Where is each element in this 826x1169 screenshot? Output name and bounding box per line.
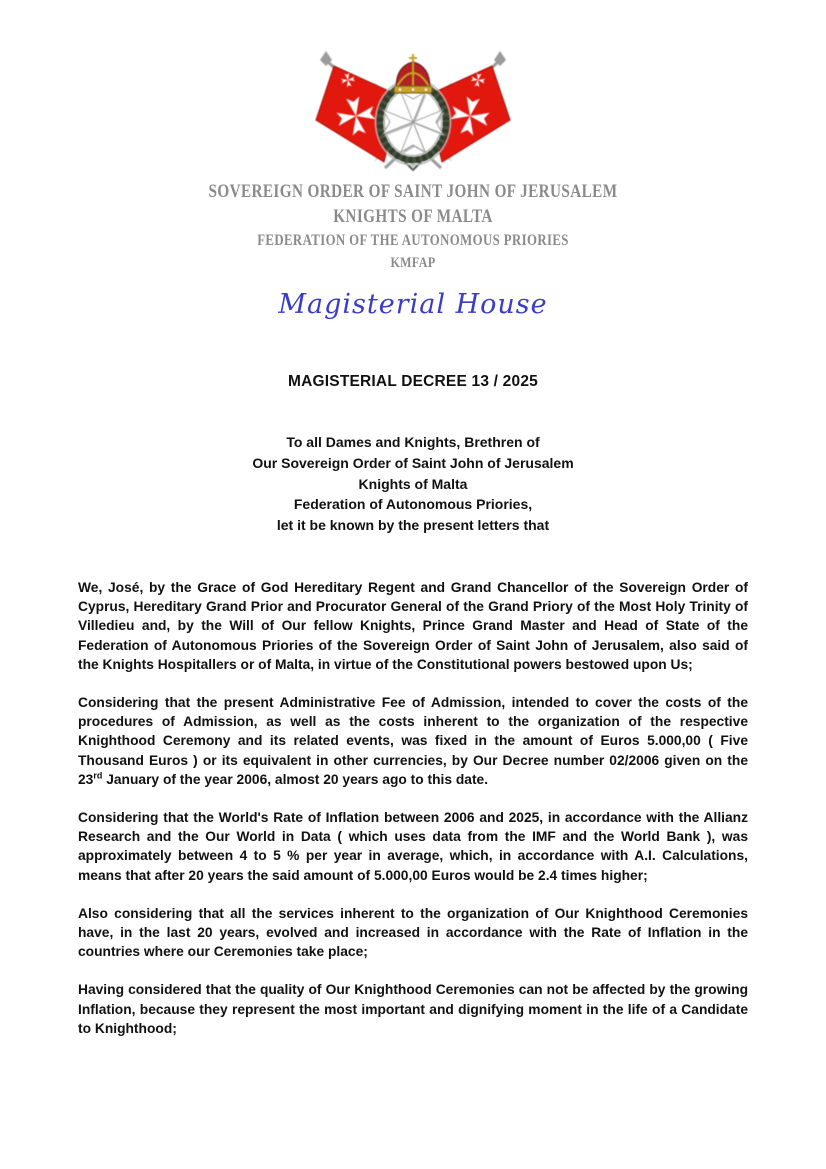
ordinal-superscript: rd [93,770,103,781]
order-crest-logo [296,50,531,172]
address-line: Our Sovereign Order of Saint John of Jerusalem [252,454,574,471]
address-block [0,432,826,536]
address-line: let it be known by the present letters that [276,517,550,534]
organization-header [0,180,826,275]
decree-paragraph-1: We, José, by the Grace of God Hereditary Regent and Grand Chancellor of the Sovereign Order of Cyprus, Hereditary Grand Prior and Procurator General of the Grand Priory of the Most Holy Trinity of Villedieu and, by the Will of Our fellow Knights, Prince Grand Master and Head of State of the Federation of Autonomous Priories of the Sovereign Order of Saint John of Jerusalem, also said of the Knights Hospitallers or of Malta, in virtue of the Constitutional powers bestowed upon Us; [78,579,748,672]
org-name-line3: FEDERATION OF THE AUTONOMOUS PRIORIES [257,232,569,249]
decree-paragraph-4: Also considering that all the services inherent to the organization of Our Knighthood Ceremonies have, in the last 20 years, evolved and increased in accordance with the Rate of Inflation in the countries where our Ceremonies take place; [78,905,748,960]
org-name-line1: SOVEREIGN ORDER OF SAINT JOHN OF JERUSALEM [208,181,618,202]
paragraph-2-text-cont: January of the year 2006, almost 20 years ago to this date. [102,771,489,787]
decree-paragraph-2 [78,693,748,789]
address-line: Federation of Autonomous Priories, [293,496,533,513]
magisterial-house-script: Magisterial House [278,289,548,320]
org-name-line2: KNIGHTS OF MALTA [333,206,493,227]
decree-body [78,578,748,1038]
org-name-line4: KMFAP [390,255,436,271]
decree-paragraph-3: Considering that the World's Rate of Inflation between 2006 and 2025, in accordance with the Allianz Research and the Our World in Data ( which uses data from the IMF and the World Bank ), was approximately between 4 to 5 % per year in average, which, in accordance with A.I. Calculations, means that after 20 years the said amount of 5.000,00 Euros would be 2.4 times higher; [78,810,748,883]
decree-paragraph-5: Having considered that the quality of Our Knighthood Ceremonies can not be affected by the growing Inflation, because they represent the most important and dignifying moment in the life of a Candidate to Knighthood; [78,982,748,1036]
paragraph-2-text: Considering that the present Administrative Fee of Admission, intended to cover the costs of the procedures of Admission, as well as the costs inherent to the organization of the respective Knighthood Ceremony and its related events, was fixed in the amount of Euros 5.000,00 ( Five Thousand Euros ) or its equivalent in other currencies, by Our Decree number 02/2006 given on the 23 [78,695,748,787]
decree-title: MAGISTERIAL DECREE 13 / 2025 [288,373,538,390]
crown-icon [394,54,432,93]
address-line: To all Dames and Knights, Brethren of [286,434,540,450]
knights-of-malta-crest-icon [296,50,531,172]
address-line: Knights of Malta [358,475,468,492]
